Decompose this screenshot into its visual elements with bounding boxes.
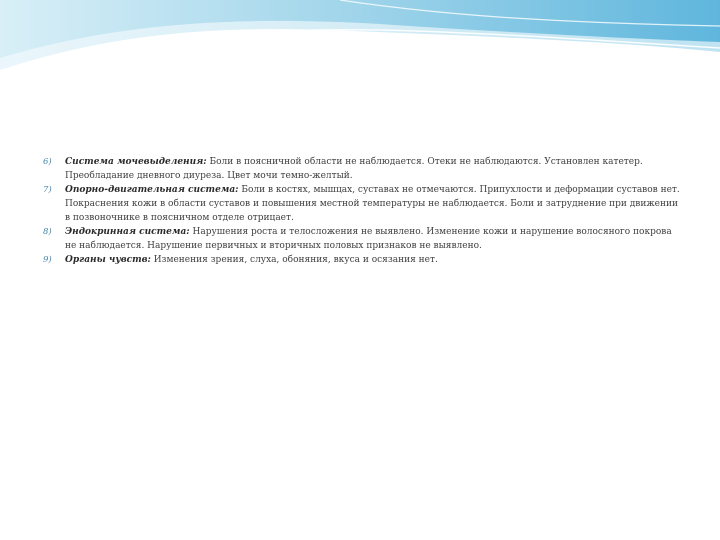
list-item-number: 7) [43,185,52,195]
list-item [43,253,683,267]
header-wave-decoration [0,0,720,110]
list-item-term: Органы чувств: [65,255,151,265]
list-item-number: 8) [43,227,52,237]
list-item [43,183,683,225]
list-item-text: Боли в поясничной области не наблюдается. Отеки не наблюдаются. Установлен катетер. Преобладание дневного диуреза. Цвет мочи темно-желтый. [65,157,643,181]
list-item [43,225,683,253]
list-item [43,155,683,183]
list-item-term: Эндокринная система: [65,227,190,237]
list-item-text: Нарушения роста и телосложения не выявлено. Изменение кожи и нарушение волосяного покрова не наблюдается. Нарушение первичных и вторичных половых признаков не выявлено. [65,227,672,251]
list-item-text: Боли в костях, мышцах, суставах не отмечаются. Припухлости и деформации суставов нет. Покраснения кожи в области суставов и повышения местной температуры не наблюдается. Боли и затруднение при движении в позвоночнике в поясничном отделе отрицает. [65,185,680,223]
slide-content [43,155,683,267]
list-item-term: Система мочевыделения: [65,157,207,167]
list-item-term: Опорно-двигательная система: [65,185,239,195]
list-item-number: 6) [43,157,52,167]
list-item-number: 9) [43,255,52,265]
list-item-text: Изменения зрения, слуха, обоняния, вкуса и осязания нет. [150,255,438,265]
